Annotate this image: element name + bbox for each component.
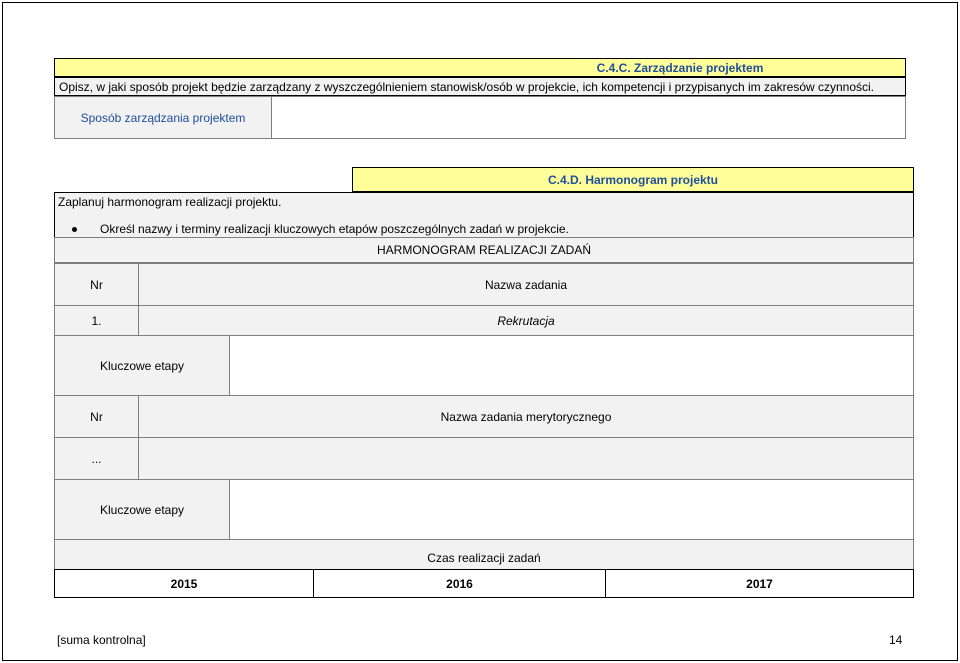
key-stages-1-field[interactable] [229,335,914,396]
header2-nr [54,395,139,438]
section-c4d-title-text: C.4.D. Harmonogram projektu [547,172,719,187]
schedule-table-title [54,237,914,263]
header2-name-text: Nazwa zadania merytorycznego [440,409,612,424]
row2-nr [54,437,139,480]
section-c4c-description [54,77,906,96]
year-2016-text: 2016 [446,576,473,591]
year-2017-text: 2017 [746,576,773,591]
schedule-bullet-text: Określ nazwy i terminy realizacji kluczowych etapów poszczególnych zadań w projekcie. [100,222,569,236]
footer-checksum: [suma kontrolna] [57,633,146,647]
year-2015-text: 2015 [170,576,198,591]
key-stages-2-field[interactable] [229,479,914,540]
row1-nr-text: 1. [91,313,102,328]
section-c4d-title [352,167,914,192]
row2-name[interactable] [138,437,914,480]
row1-name [138,305,914,336]
section-c4c-title-text: C.4.C. Zarządzanie projektem [596,60,764,75]
key-stages-1-label [54,335,230,396]
header2-nr-text: Nr [90,409,103,424]
year-2017 [605,569,914,598]
header1-nr-text: Nr [90,277,103,292]
header1-nr [54,263,139,306]
row1-nr [54,305,139,336]
section-c4c-description-text: Opisz, w jaki sposób projekt będzie zarządzany z wyszczególnieniem stanowisk/osób w projekcie, ich kompetencji i przypisanych im zakresów czynności. [59,79,875,94]
key-stages-2-label [54,479,230,540]
bullet-dot [72,227,77,232]
management-method-label-text: Sposób zarządzania projektem [80,110,246,125]
management-method-label [54,96,272,139]
row2-nr-text: ... [91,451,102,466]
year-2015 [54,569,314,598]
time-title [54,539,914,570]
schedule-intro: Zaplanuj harmonogram realizacji projektu. [58,195,282,209]
key-stages-1-label-text: Kluczowe etapy [99,358,185,373]
footer-page-number: 14 [889,633,903,647]
row1-name-text: Rekrutacja [497,313,555,328]
header1-name [138,263,914,306]
section-c4c-title [54,58,906,77]
year-2016 [313,569,606,598]
time-title-text: Czas realizacji zadań [427,550,541,565]
header2-name [138,395,914,438]
header1-name-text: Nazwa zadania [484,277,568,292]
key-stages-2-label-text: Kluczowe etapy [99,502,185,517]
schedule-table-title-text: HARMONOGRAM REALIZACJI ZADAŃ [376,243,592,257]
management-method-field[interactable] [271,96,906,139]
